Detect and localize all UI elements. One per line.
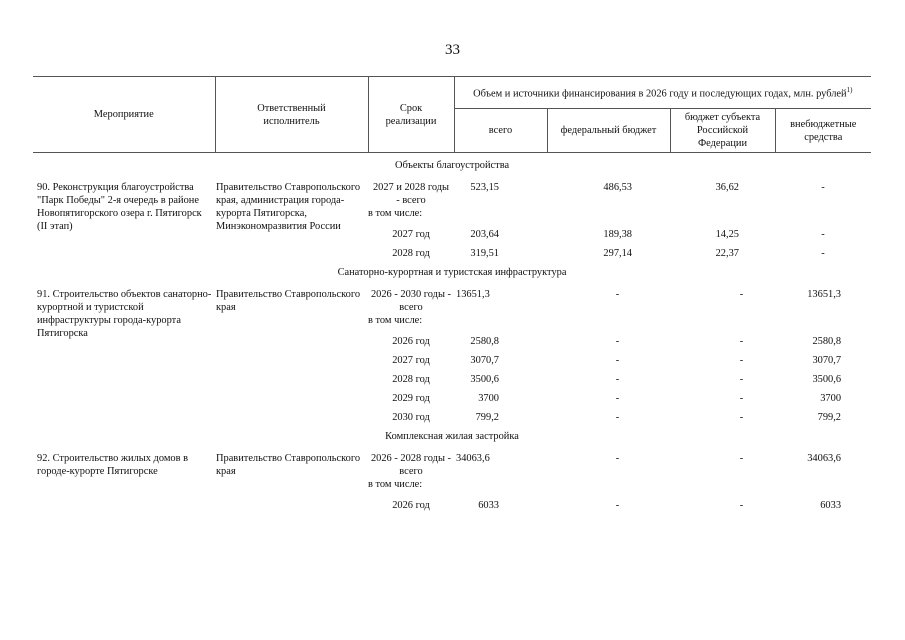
event-name: 92. Строительство жилых домов в городе-курорте Пятигорске bbox=[37, 453, 189, 477]
extra-cell: - bbox=[821, 248, 825, 259]
regional-cell: 22,37 bbox=[715, 248, 739, 259]
total-cell: 6033 bbox=[478, 500, 499, 511]
header-term-text: Срок реализации bbox=[385, 102, 437, 127]
federal-cell: - bbox=[615, 355, 620, 366]
year-cell: 2028 год bbox=[392, 248, 430, 259]
section-row bbox=[33, 159, 871, 178]
table-row bbox=[33, 285, 871, 314]
header-financing-text: Объем и источники финансирования в 2026 году и последующих годах, млн. рублей bbox=[473, 88, 847, 100]
regional-cell: - bbox=[739, 336, 744, 347]
extra-cell: - bbox=[821, 229, 825, 240]
event-name: 90. Реконструкция благоустройства "Парк Победы" 2-я очередь в районе Новопятигорского озера г. Пятигорск (II этап) bbox=[37, 182, 202, 232]
table-row bbox=[33, 178, 871, 207]
regional-cell: - bbox=[739, 355, 744, 366]
extra-cell: 6033 bbox=[820, 500, 842, 511]
section-row bbox=[33, 430, 871, 449]
total-cell: 3500,6 bbox=[470, 374, 499, 385]
including-label: в том числе: bbox=[368, 208, 423, 219]
year-cell: 2027 год bbox=[392, 355, 430, 366]
term-cell: 2027 и 2028 годы - всего bbox=[372, 182, 450, 206]
extra-cell: 3070,7 bbox=[812, 355, 842, 366]
including-label: в том числе: bbox=[368, 479, 423, 490]
federal-cell: - bbox=[615, 289, 620, 300]
header-event: Мероприятие bbox=[33, 77, 215, 153]
extra-cell: - bbox=[821, 182, 825, 193]
regional-cell: - bbox=[739, 500, 744, 511]
header-regional-text: бюджет субъекта Российской Федерации bbox=[684, 112, 761, 149]
page-number: 33 bbox=[445, 42, 460, 58]
year-cell: 2027 год bbox=[392, 229, 430, 240]
event-executor: Правительство Ставропольского края bbox=[216, 289, 361, 313]
regional-cell: - bbox=[739, 412, 744, 423]
term-cell: 2026 - 2028 годы - всего bbox=[370, 453, 452, 477]
extra-cell: 799,2 bbox=[817, 412, 842, 423]
regional-cell: - bbox=[739, 289, 744, 300]
regional-cell: - bbox=[739, 453, 744, 464]
regional-cell: 14,25 bbox=[715, 229, 739, 240]
total-cell: 203,64 bbox=[470, 229, 499, 240]
year-cell: 2030 год bbox=[392, 412, 430, 423]
event-executor: Правительство Ставропольского края, администрация города-курорта Пятигорска, Минэкономразвития России bbox=[216, 182, 361, 232]
federal-cell: - bbox=[615, 336, 620, 347]
total-cell: 34063,6 bbox=[456, 453, 490, 464]
total-cell: 523,15 bbox=[470, 182, 499, 193]
federal-cell: - bbox=[615, 412, 620, 423]
regional-cell: 36,62 bbox=[715, 182, 739, 193]
year-cell: 2028 год bbox=[392, 374, 430, 385]
total-cell: 319,51 bbox=[470, 248, 499, 259]
header-regional bbox=[670, 109, 775, 153]
header-term bbox=[368, 77, 454, 153]
total-cell: 3070,7 bbox=[470, 355, 499, 366]
extra-cell: 2580,8 bbox=[812, 336, 842, 347]
year-cell: 2026 год bbox=[392, 336, 430, 347]
header-financing-note: 1) bbox=[846, 86, 853, 95]
federal-cell: 486,53 bbox=[603, 182, 632, 193]
extra-cell: 3700 bbox=[820, 393, 842, 404]
section-title: Комплексная жилая застройка bbox=[385, 431, 519, 442]
section-row bbox=[33, 266, 871, 285]
federal-cell: 297,14 bbox=[603, 248, 632, 259]
table-row bbox=[33, 449, 871, 478]
year-cell: 2026 год bbox=[392, 500, 430, 511]
event-executor: Правительство Ставропольского края bbox=[216, 453, 361, 477]
total-cell: 3700 bbox=[478, 393, 499, 404]
federal-cell: 189,38 bbox=[603, 229, 632, 240]
header-total: всего bbox=[454, 109, 547, 153]
section-title: Санаторно-курортная и туристская инфраструктура bbox=[337, 267, 567, 278]
federal-cell: - bbox=[615, 500, 620, 511]
federal-cell: - bbox=[615, 453, 620, 464]
header-financing bbox=[454, 77, 871, 109]
header-executor bbox=[215, 77, 368, 153]
total-cell: 2580,8 bbox=[470, 336, 499, 347]
extra-cell: 13651,3 bbox=[807, 289, 842, 300]
header-executor-text: Ответственный исполнитель bbox=[257, 102, 326, 127]
event-name: 91. Строительство объектов санаторно-курортной и туристской инфраструктуры города-курорта Пятигорска bbox=[37, 289, 212, 339]
extra-cell: 34063,6 bbox=[807, 453, 842, 464]
header-federal: федеральный бюджет bbox=[547, 109, 670, 153]
section-title: Объекты благоустройства bbox=[394, 160, 510, 171]
header-extra bbox=[775, 109, 871, 153]
regional-cell: - bbox=[739, 393, 744, 404]
header-extra-text: внебюджетные средства bbox=[790, 118, 857, 143]
year-cell: 2029 год bbox=[392, 393, 430, 404]
regional-cell: - bbox=[739, 374, 744, 385]
extra-cell: 3500,6 bbox=[812, 374, 842, 385]
federal-cell: - bbox=[615, 374, 620, 385]
federal-cell: - bbox=[615, 393, 620, 404]
including-label: в том числе: bbox=[368, 315, 423, 326]
total-cell: 799,2 bbox=[475, 412, 499, 423]
financing-table bbox=[33, 76, 871, 518]
term-cell: 2026 - 2030 годы - всего bbox=[370, 289, 452, 313]
total-cell: 13651,3 bbox=[456, 289, 490, 300]
